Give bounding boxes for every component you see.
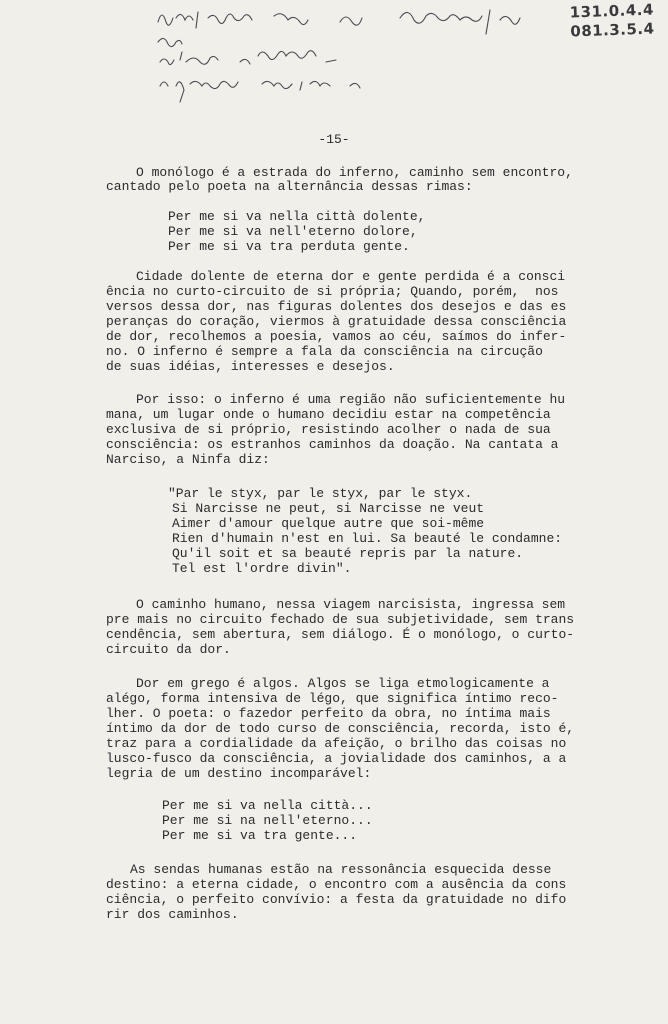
text-line: As sendas humanas estão na ressonância esquecida desse — [130, 862, 552, 877]
text-line: ciência, o perfeito convívio: a festa da gratuidade no difo — [106, 892, 567, 907]
archive-code — [569, 1, 654, 42]
verse-line: Per me si va nella città... — [162, 798, 373, 813]
text-line: cantado pelo poeta na alternância dessas rimas: — [106, 179, 473, 194]
text-line: O monólogo é a estrada do inferno, caminho sem encontro, — [136, 165, 573, 180]
text-line: versos dessa dor, nas figuras dolentes dos desejos e das es — [106, 299, 567, 314]
text-line: íntimo da dor de todo curso de consciência, recorda, isto é, — [106, 721, 575, 736]
text-line: consciência: os estranhos caminhos da doação. Na cantata a — [106, 437, 559, 452]
handwriting-scribble-icon — [150, 4, 570, 114]
text-line: circuito da dor. — [106, 642, 231, 657]
text-line: de dor, recolhemos a poesia, vamos ao céu, saímos do infer- — [106, 329, 567, 344]
quote-line: Si Narcisse ne peut, si Narcisse ne veut — [172, 501, 485, 516]
text-line: no. O inferno é sempre a fala da consciência na circução — [106, 344, 543, 359]
text-line: ência no curto-circuito de si própria; Quando, porém, nos — [106, 284, 559, 299]
quote-line: Tel est l'ordre divin". — [172, 561, 352, 576]
text-line: Por isso: o inferno é uma região não suficientemente hu — [136, 392, 566, 407]
archive-code-line: 131.0.4.4 — [569, 0, 654, 22]
text-line: peranças do coração, viermos à gratuidade dessa consciência — [106, 314, 567, 329]
handwritten-annotation — [150, 4, 570, 114]
quote-line: "Par le styx, par le styx, par le styx. — [168, 486, 473, 501]
quote-line: Rien d'humain n'est en lui. Sa beauté le condamne: — [172, 531, 563, 546]
text-line: lusco-fusco da consciência, a jovialidade dos caminhos, a a — [106, 751, 567, 766]
text-line: alégo, forma intensiva de légo, que significa íntimo reco- — [106, 691, 559, 706]
verse-line: Per me si va nell'eterno dolore, — [168, 224, 418, 239]
text-line: Narciso, a Ninfa diz: — [106, 452, 270, 467]
text-line: de suas idéias, interesses e desejos. — [106, 359, 395, 374]
quote-line: Aimer d'amour quelque autre que soi-même — [172, 516, 485, 531]
archive-code-line: 081.3.5.4 — [569, 19, 655, 41]
text-line: O caminho humano, nessa viagem narcisista, ingressa sem — [136, 597, 566, 612]
text-line: pre mais no circuito fechado de sua subjetividade, sem trans — [106, 612, 575, 627]
text-line: mana, um lugar onde o humano decidiu estar na competência — [106, 407, 551, 422]
text-line: cendência, sem abertura, sem diálogo. É o monólogo, o curto- — [106, 627, 575, 642]
text-line: lher. O poeta: o fazedor perfeito da obra, no íntima mais — [106, 706, 551, 721]
text-line: Cidade dolente de eterna dor e gente perdida é a consci — [136, 269, 566, 284]
text-line: traz para a cordialidade da afeição, o brilho das coisas no — [106, 736, 567, 751]
verse-line: Per me si na nell'eterno... — [162, 813, 373, 828]
text-line: legria de um destino incomparável: — [106, 766, 372, 781]
quote-line: Qu'il soit et sa beauté repris par la nature. — [172, 546, 524, 561]
verse-line: Per me si va tra perduta gente. — [168, 239, 410, 254]
page-number: -15- — [318, 132, 350, 147]
text-line: destino: a eterna cidade, o encontro com a ausência da cons — [106, 877, 567, 892]
verse-line: Per me si va tra gente... — [162, 828, 358, 843]
text-line: rir dos caminhos. — [106, 907, 239, 922]
text-line: exclusiva de si próprio, resistindo acolher o nada de sua — [106, 422, 551, 437]
verse-line: Per me si va nella città dolente, — [168, 209, 426, 224]
text-line: Dor em grego é algos. Algos se liga etmologicamente a — [136, 676, 550, 691]
